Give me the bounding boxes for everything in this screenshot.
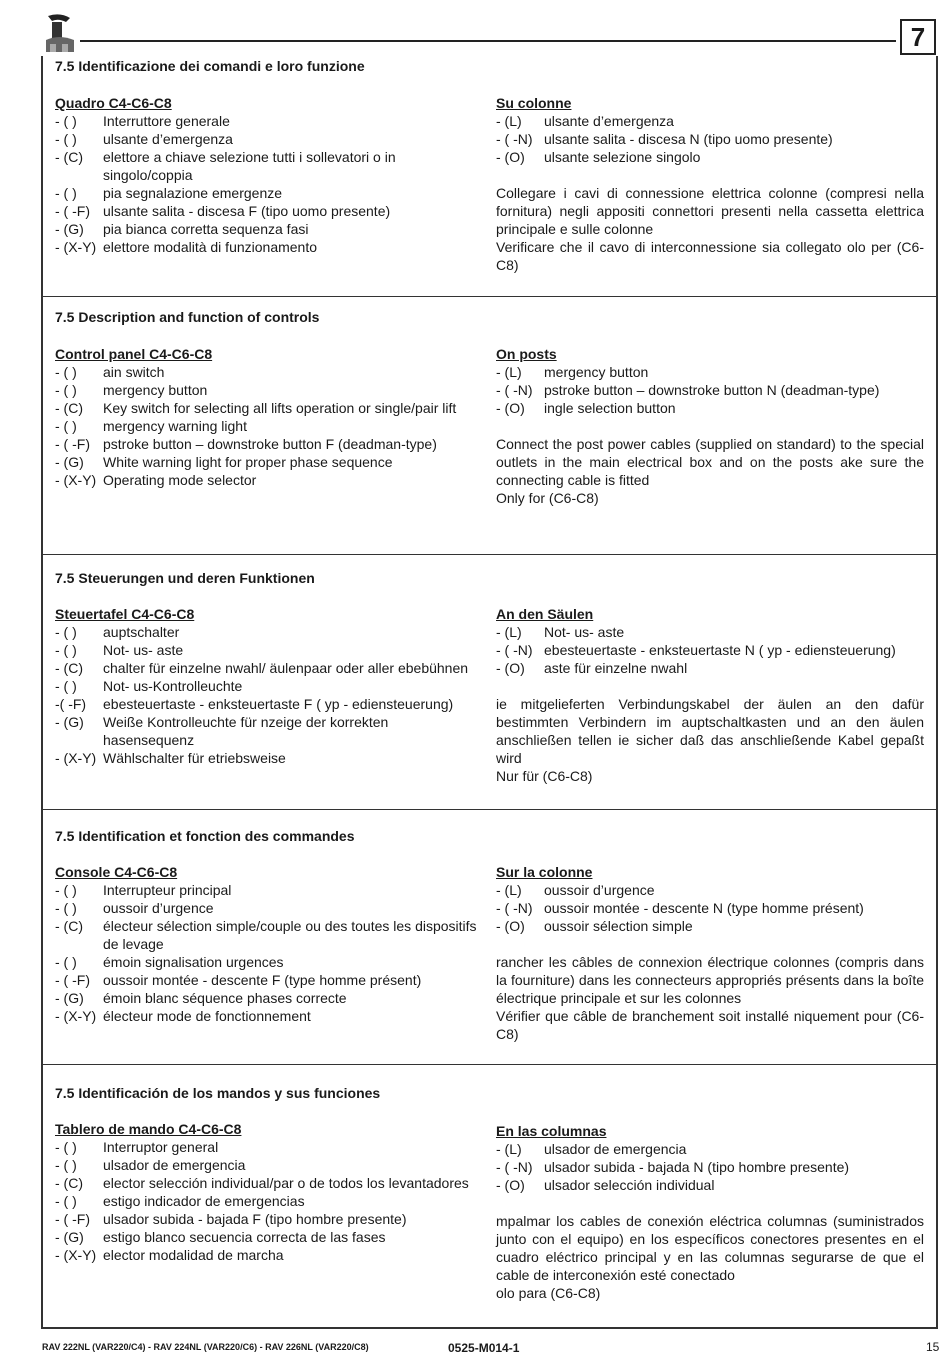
control-item: - ( -N) ulsante salita - discesa N (tipo uomo presente) xyxy=(496,131,833,147)
posts-heading: En las columnas xyxy=(496,1123,607,1139)
posts-column xyxy=(496,863,924,1043)
posts-heading: On posts xyxy=(496,346,557,362)
brand-logo-icon xyxy=(40,12,78,56)
control-item: - (C) électeur sélection simple/couple ou des toutes les dispositifs de levage xyxy=(55,918,477,952)
panel-column xyxy=(55,1120,483,1264)
section-english xyxy=(43,296,936,555)
instruction-paragraph: Connect the post power cables (supplied on standard) to the special outlets in the main electrical box and on the posts ake sure the connecting cable is fitted xyxy=(496,436,924,488)
control-item: - (X-Y) Operating mode selector xyxy=(55,472,257,488)
control-item: - ( ) Interruptor general xyxy=(55,1139,219,1155)
control-item: - ( -F) oussoir montée - descente F (type homme présent) xyxy=(55,972,422,988)
header-rule xyxy=(80,40,896,42)
control-item: - ( ) pia segnalazione emergenze xyxy=(55,185,283,201)
control-item: - (O) oussoir sélection simple xyxy=(496,918,693,934)
control-item: - (C) chalter für einzelne nwahl/ äulenpaar oder aller ebebühnen xyxy=(55,660,469,676)
control-item: - (L) Not- us- aste xyxy=(496,624,625,640)
control-item: - (L) ulsador de emergencia xyxy=(496,1141,687,1157)
section-german xyxy=(43,554,936,810)
panel-column xyxy=(55,345,483,489)
control-item: - ( ) Not- us- aste xyxy=(55,642,184,658)
panel-heading: Tablero de mando C4-C6-C8 xyxy=(55,1121,242,1137)
control-item: - ( ) oussoir d’urgence xyxy=(55,900,214,916)
instruction-paragraph: rancher les câbles de connexion électrique colonnes (compris dans la fourniture) dans les connecteurs appropriés présents dans la boîte électrique principale et sur les colonnes xyxy=(496,954,924,1006)
control-item: - (L) mergency button xyxy=(496,364,649,380)
control-item: - ( ) Not- us-Kontrolleuchte xyxy=(55,678,243,694)
posts-column xyxy=(496,605,924,785)
control-item: - ( ) Interrupteur principal xyxy=(55,882,232,898)
instruction-paragraph: olo para (C6-C8) xyxy=(496,1285,601,1301)
posts-heading: Su colonne xyxy=(496,95,572,111)
control-item: - (G) estigo blanco secuencia correcta de las fases xyxy=(55,1229,386,1245)
control-item: - (G) Weiße Kontrolleuchte für nzeige der korrekten hasensequenz xyxy=(55,714,389,748)
section-title: 7.5 Identification et fonction des commandes xyxy=(55,828,355,844)
control-item: - (X-Y) Wählschalter für etriebsweise xyxy=(55,750,286,766)
section-title: 7.5 Description and function of controls xyxy=(55,309,320,325)
section-french xyxy=(43,809,936,1065)
panel-column xyxy=(55,863,483,1025)
control-item: - ( -N) ebesteuertaste - enksteuertaste N ( yp - ediensteuerung) xyxy=(496,642,896,658)
control-item: - (X-Y) elector modalidad de marcha xyxy=(55,1247,284,1263)
control-item: - (X-Y) elettore modalità di funzionamento xyxy=(55,239,318,255)
posts-column xyxy=(496,345,924,507)
section-spanish xyxy=(43,1064,936,1328)
posts-column xyxy=(496,1122,924,1302)
posts-heading: Sur la colonne xyxy=(496,864,593,880)
instruction-paragraph: ie mitgelieferten Verbindungskabel der äulen an den dafür bestimmten Verbindern im auptschaltkasten und an den äulen anschließen tellen ie sicher daß das anschließende Kabel gepaßt wird xyxy=(496,696,924,766)
footer-models: RAV 222NL (VAR220/C4) - RAV 224NL (VAR220/C6) - RAV 226NL (VAR220/C8) xyxy=(42,1342,369,1352)
section-title: 7.5 Identificazione dei comandi e loro funzione xyxy=(55,58,365,74)
control-item: - (L) oussoir d’urgence xyxy=(496,882,655,898)
control-item: - ( -F) ulsante salita - discesa F (tipo uomo presente) xyxy=(55,203,391,219)
control-item: - (X-Y) électeur mode de fonctionnement xyxy=(55,1008,311,1024)
panel-heading: Console C4-C6-C8 xyxy=(55,864,178,880)
control-item: - ( ) mergency warning light xyxy=(55,418,247,434)
control-item: - ( ) émoin signalisation urgences xyxy=(55,954,284,970)
control-item: - ( ) ain switch xyxy=(55,364,165,380)
content-frame xyxy=(41,56,938,1329)
instruction-paragraph: mpalmar los cables de conexión eléctrica columnas (suministrados junto con el equipo) en los específicos conectores presentes en el cuadro eléctrico principal y en las columnas segurarse de que el cable de interconexión esté conectado xyxy=(496,1213,924,1283)
control-item: - (G) White warning light for proper phase sequence xyxy=(55,454,393,470)
chapter-number: 7 xyxy=(900,19,936,55)
control-item: - ( ) estigo indicador de emergencias xyxy=(55,1193,305,1209)
control-item: - (O) ulsador selección individual xyxy=(496,1177,715,1193)
control-item: - (O) ingle selection button xyxy=(496,400,676,416)
posts-heading: An den Säulen xyxy=(496,606,594,622)
control-item: - (L) ulsante d’emergenza xyxy=(496,113,674,129)
control-item: - (O) aste für einzelne nwahl xyxy=(496,660,688,676)
control-item: -( -F) ebesteuertaste - enksteuertaste F ( yp - ediensteuerung) xyxy=(55,696,454,712)
panel-heading: Quadro C4-C6-C8 xyxy=(55,95,172,111)
control-item: - (G) émoin blanc séquence phases correcte xyxy=(55,990,347,1006)
section-title: 7.5 Identificación de los mandos y sus funciones xyxy=(55,1085,381,1101)
instruction-paragraph: Vérifier que câble de branchement soit installé niquement pour (C6-C8) xyxy=(496,1008,924,1042)
control-item: - ( -N) ulsador subida - bajada N (tipo hombre presente) xyxy=(496,1159,850,1175)
panel-column xyxy=(55,605,483,767)
control-item: - ( -F) pstroke button – downstroke button F (deadman-type) xyxy=(55,436,437,452)
control-item: - (C) Key switch for selecting all lifts operation or single/pair lift xyxy=(55,400,457,416)
section-italian xyxy=(43,56,936,296)
control-item: - (C) elettore a chiave selezione tutti i sollevatori o in singolo/coppia xyxy=(55,149,396,183)
control-item: - ( -N) pstroke button – downstroke button N (deadman-type) xyxy=(496,382,880,398)
control-item: - ( ) Interruttore generale xyxy=(55,113,230,129)
panel-heading: Steuertafel C4-C6-C8 xyxy=(55,606,195,622)
instruction-paragraph: Only for (C6-C8) xyxy=(496,490,599,506)
control-item: - ( -N) oussoir montée - descente N (type homme présent) xyxy=(496,900,864,916)
control-item: - ( ) mergency button xyxy=(55,382,208,398)
panel-heading: Control panel C4-C6-C8 xyxy=(55,346,213,362)
control-item: - ( ) auptschalter xyxy=(55,624,180,640)
instruction-paragraph: Verificare che il cavo di interconnessione sia collegato olo per (C6-C8) xyxy=(496,239,924,273)
control-item: - (C) elector selección individual/par o de todos los levantadores xyxy=(55,1175,469,1191)
instruction-paragraph: Collegare i cavi di connessione elettrica colonne (compresi nella fornitura) negli appositi connettori presenti nella cassetta elettrica principale e sulle colonne xyxy=(496,185,924,237)
posts-column xyxy=(496,94,924,274)
panel-column xyxy=(55,94,483,256)
control-item: - (O) ulsante selezione singolo xyxy=(496,149,701,165)
footer-page-number: 15 xyxy=(926,1340,940,1354)
control-item: - ( ) ulsador de emergencia xyxy=(55,1157,246,1173)
section-title: 7.5 Steuerungen und deren Funktionen xyxy=(55,570,315,586)
control-item: - ( ) ulsante d’emergenza xyxy=(55,131,233,147)
instruction-paragraph: Nur für (C6-C8) xyxy=(496,768,593,784)
footer-doc-code: 0525-M014-1 xyxy=(448,1341,520,1355)
control-item: - (G) pia bianca corretta sequenza fasi xyxy=(55,221,309,237)
control-item: - ( -F) ulsador subida - bajada F (tipo hombre presente) xyxy=(55,1211,407,1227)
